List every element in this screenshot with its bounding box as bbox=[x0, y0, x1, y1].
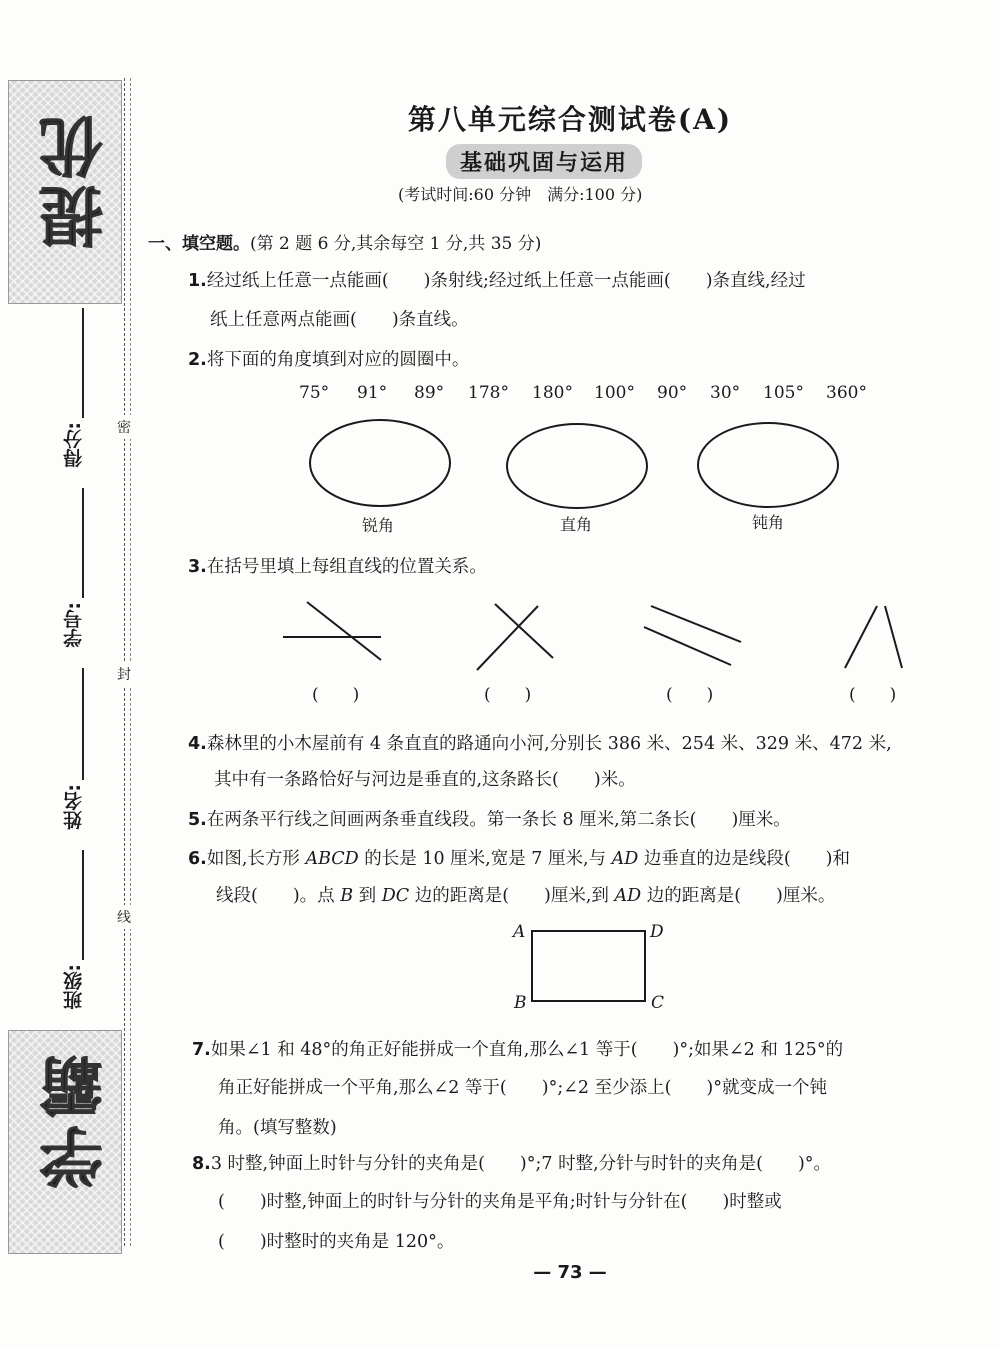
page-number: — 73 — bbox=[533, 1262, 607, 1283]
question-8-text: 3 时整,钟面上时针与分针的夹角是( )°;7 时整,分针与时针的夹角是( )°。 bbox=[210, 1154, 832, 1174]
angle-value: 360° bbox=[826, 383, 867, 403]
q6-var: B bbox=[340, 886, 354, 906]
section-note: (第 2 题 6 分,其余每空 1 分,共 35 分) bbox=[250, 234, 542, 254]
q6-var: AD bbox=[614, 886, 642, 906]
q6-text: 边的距离是( )厘米。 bbox=[641, 886, 836, 906]
seal-char-feng: 封 bbox=[117, 662, 131, 686]
right-oval bbox=[507, 424, 647, 508]
question-4-text: 森林里的小木屋前有 4 条直直的路通向小河,分别长 386 米、254 米、329 米、472 米, bbox=[206, 734, 892, 754]
question-7-text: 如果∠1 和 48°的角正好能拼成一个直角,那么∠1 等于( )°;如果∠2 和 125°的 bbox=[210, 1040, 844, 1060]
point-c: C bbox=[651, 993, 665, 1013]
q6-var: AD bbox=[611, 849, 639, 869]
question-5-text: 在两条平行线之间画两条垂直线段。第一条长 8 厘米,第二条长( )厘米。 bbox=[206, 810, 791, 830]
question-7-number: 7. bbox=[192, 1040, 211, 1060]
angle-value: 180° bbox=[532, 383, 573, 403]
rectangle-abcd bbox=[532, 931, 645, 1001]
question-6-line-2 bbox=[216, 882, 835, 907]
answer-blank[interactable]: ( ) bbox=[312, 685, 360, 705]
question-4-line-2: 其中有一条路恰好与河边是垂直的,这条路长( )米。 bbox=[214, 770, 636, 790]
student-id-label: 学号: bbox=[63, 602, 85, 648]
meeting-line-d2 bbox=[885, 606, 902, 668]
question-7-line-1 bbox=[192, 1036, 843, 1061]
section-title: 一、填空题。 bbox=[148, 234, 250, 254]
question-1-line-2: 纸上任意两点能画( )条直线。 bbox=[210, 310, 469, 330]
oval-label-acute: 锐角 bbox=[362, 516, 395, 535]
question-4-number: 4. bbox=[188, 734, 207, 754]
point-a: A bbox=[513, 922, 526, 942]
angle-value: 105° bbox=[763, 383, 804, 403]
question-2-number: 2. bbox=[188, 350, 207, 370]
question-8-number: 8. bbox=[192, 1154, 211, 1174]
meeting-line-d1 bbox=[845, 606, 877, 668]
answer-blank[interactable]: ( ) bbox=[849, 685, 897, 705]
question-3 bbox=[188, 553, 487, 578]
question-5-number: 5. bbox=[188, 810, 207, 830]
subtitle: 基础巩固与运用 bbox=[446, 144, 642, 179]
top-badge-text: 提优 bbox=[40, 109, 114, 249]
question-8-line-1 bbox=[192, 1150, 831, 1175]
exam-info: (考试时间:60 分钟 满分:100 分) bbox=[398, 185, 643, 204]
angle-value: 89° bbox=[414, 383, 445, 403]
oval-label-right: 直角 bbox=[560, 515, 593, 534]
question-6-line-1 bbox=[188, 845, 850, 870]
q6-var: DC bbox=[381, 886, 410, 906]
angle-value: 178° bbox=[468, 383, 509, 403]
answer-blank[interactable]: ( ) bbox=[484, 685, 532, 705]
page-title: 第八单元综合测试卷(A) bbox=[407, 103, 733, 136]
question-4-line-1 bbox=[188, 730, 892, 755]
angle-value: 90° bbox=[657, 383, 688, 403]
seal-char-xian: 线 bbox=[117, 905, 131, 929]
obtuse-oval bbox=[698, 423, 838, 507]
question-8-line-2: ( )时整,钟面上的时针与分针的夹角是平角;时针与分针在( )时整或 bbox=[218, 1192, 782, 1212]
question-8-line-3: ( )时整时的夹角是 120°。 bbox=[218, 1232, 455, 1252]
q6-text: 到 bbox=[353, 886, 382, 906]
point-d: D bbox=[650, 922, 664, 942]
student-name-label: 姓名: bbox=[63, 784, 85, 830]
q6-text: 的长是 10 厘米,宽是 7 厘米,与 bbox=[358, 849, 612, 869]
point-b: B bbox=[514, 993, 527, 1013]
question-3-number: 3. bbox=[188, 557, 207, 577]
question-1-text: 经过纸上任意一点能画( )条射线;经过纸上任意一点能画( )条直线,经过 bbox=[206, 271, 806, 291]
question-7-line-3: 角。(填写整数) bbox=[218, 1118, 337, 1138]
question-6-number: 6. bbox=[188, 849, 207, 869]
question-1-number: 1. bbox=[188, 271, 207, 291]
perp-line-b2 bbox=[495, 604, 553, 658]
q6-text: 边垂直的边是线段( )和 bbox=[638, 849, 851, 869]
q6-var: ABCD bbox=[305, 849, 359, 869]
intersect-line-a2 bbox=[307, 602, 381, 660]
class-label: 班级: bbox=[63, 964, 85, 1010]
acute-oval bbox=[310, 420, 450, 506]
score-label: 得分: bbox=[63, 422, 85, 468]
angle-value: 100° bbox=[594, 383, 635, 403]
question-2-text: 将下面的角度填到对应的圆圈中。 bbox=[206, 350, 470, 370]
q6-text: 边的距离是( )厘米,到 bbox=[409, 886, 615, 906]
oval-label-obtuse: 钝角 bbox=[752, 513, 785, 532]
q6-text: 线段( )。点 bbox=[216, 886, 341, 906]
bottom-badge-text: 学霸 bbox=[40, 1049, 114, 1189]
question-7-line-2: 角正好能拼成一个平角,那么∠2 等于( )°;∠2 至少添上( )°就变成一个钝 bbox=[218, 1078, 827, 1098]
answer-blank[interactable]: ( ) bbox=[666, 685, 714, 705]
angle-value: 75° bbox=[299, 383, 330, 403]
question-3-text: 在括号里填上每组直线的位置关系。 bbox=[206, 557, 487, 577]
angle-value: 91° bbox=[357, 383, 388, 403]
question-5 bbox=[188, 806, 791, 831]
q6-text: 如图,长方形 bbox=[206, 849, 306, 869]
seal-char-mi: 密 bbox=[117, 415, 131, 439]
angle-value: 30° bbox=[710, 383, 741, 403]
